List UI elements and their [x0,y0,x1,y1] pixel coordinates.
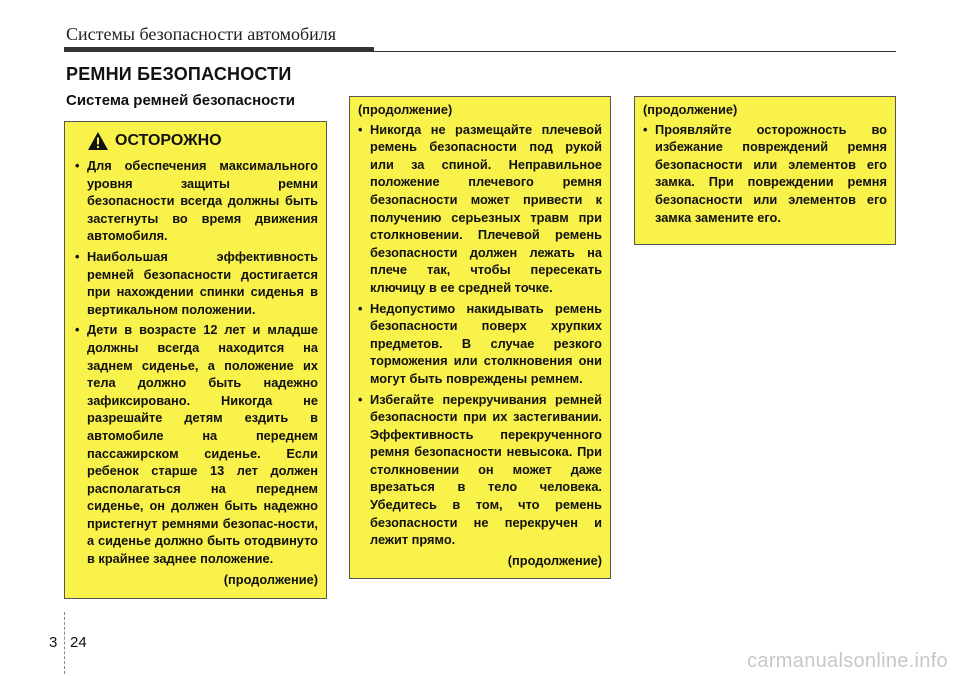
continued-list [643,121,887,227]
warning-header [75,131,318,151]
section-heading: РЕМНИ БЕЗОПАСНОСТИ [66,64,292,84]
header-rule-thin [64,51,896,52]
page-divider [64,612,65,674]
subsection-heading: Система ремней безопасности [66,92,296,109]
continued-box-1 [349,96,611,579]
list-item: • Для обеспечения максимального уровня защиты ремни безопасности всегда должны быть застегнуты во время движения автомобиля. [75,157,318,245]
watermark: carmanualsonline.info [747,650,948,672]
list-item: • Дети в возрасте 12 лет и младше должны всегда находится на заднем сиденье, а положение их тела должно быть надежно зафиксировано. Никогда не разрешайте детям ездить в автомобиле на переднем пассажирском сиденье. Если ребенок старше 13 лет должен располагаться на переднем сиденье, он должен быть надежно пристегнут ремнями безопас-ности, а сиденье должно быть отодвинуто в крайнее заднее положение. [75,321,318,567]
warning-title: ОСТОРОЖНО [115,132,222,150]
list-item: • Проявляйте осторожность во избежание повреждений ремня безопасности или элементов его замка. При повреждении ремня безопасности или элементов его замка замените его. [643,121,887,227]
continued-label: (продолжение) [643,102,738,117]
list-item: • Никогда не размещайте плечевой ремень безопасности под рукой или за спиной. Неправильное положение плечевого ремня безопасности может привести к получению серьезных травм при столкновении. Плечевой ремень безопасности должен лежать на плече так, чтобы пересекать ключицу в ее средней точке. [358,121,602,297]
list-item: • Избегайте перекручивания ремней безопасности при их застегивании. Эффективность перекрученного ремня безопасности невысока. При столкновении он может даже врезаться в тело человека. Убедитесь в том, что ремень безопасности не перекручен и лежит прямо. [358,391,602,549]
section-number: 3 [49,634,58,651]
continued-list [358,121,602,549]
continued-label: (продолжение) [358,102,453,117]
list-item: • Недопустимо накидывать ремень безопасности поверх хрупких предметов. В случае резкого торможения или столкновения они могут быть повреждены ремнем. [358,300,602,388]
chapter-title: Системы безопасности автомобиля [66,24,337,44]
page-number: 24 [70,634,87,651]
continued-label: (продолжение) [507,552,602,568]
continued-box-2 [634,96,896,245]
warning-triangle-icon [87,131,109,151]
list-item: • Наибольшая эффективность ремней безопасности достигается при нахождении спинки сиденья в вертикальном положении. [75,248,318,318]
warning-box [64,121,327,599]
warning-list [75,157,318,568]
continued-label: (продолжение) [223,571,318,587]
